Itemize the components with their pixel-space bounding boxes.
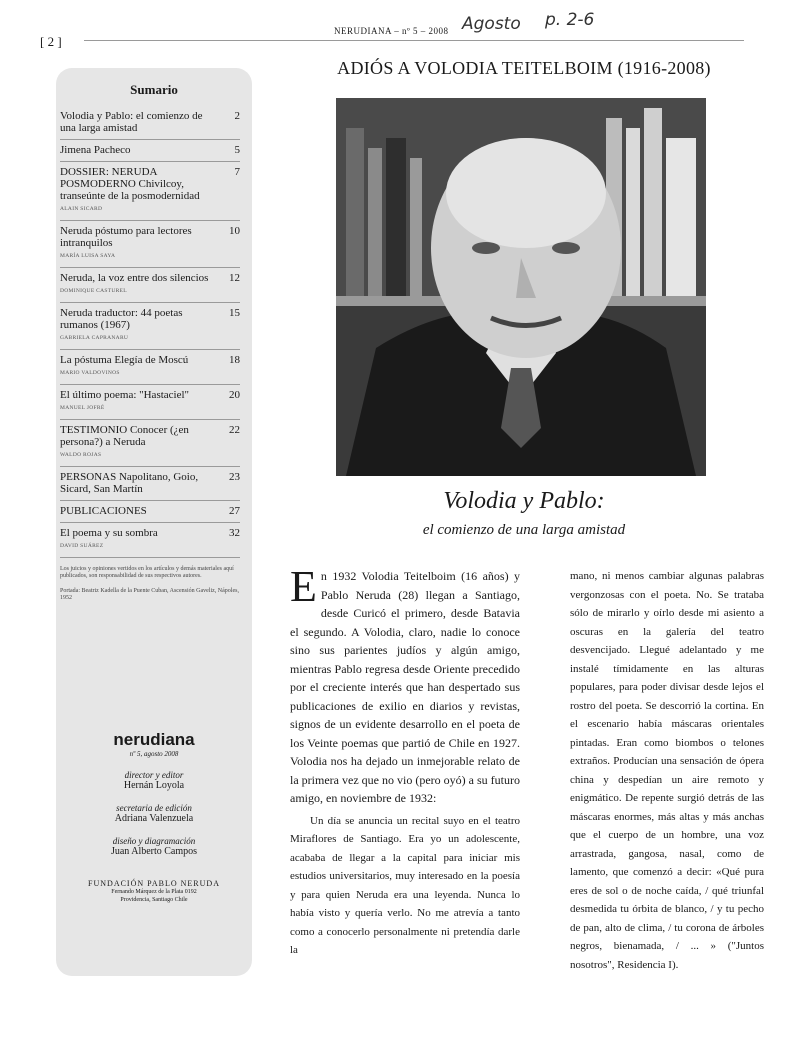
toc-entry — [60, 501, 240, 523]
foundation-city: Providencia, Santiago Chile — [120, 897, 188, 903]
toc-entry-title: Neruda, la voz entre dos silencios — [60, 272, 209, 284]
disclaimer-note: Los juicios y opiniones vertidos en los artículos y demás materiales aquí publicados, son responsabilidad de sus respectivos autores. — [60, 566, 234, 579]
drop-cap: E — [290, 562, 317, 611]
toc-entry-page: 20 — [229, 389, 240, 401]
toc-entry-page: 32 — [229, 527, 240, 539]
foundation-name: FUNDACIÓN PABLO NERUDA — [88, 879, 220, 888]
toc-entry — [60, 268, 240, 303]
article-column-1 — [290, 562, 520, 960]
toc-entry — [60, 350, 240, 385]
toc-entry-author: ALAIN SICARD — [60, 206, 103, 212]
credit-role: secretaria de edición — [116, 803, 192, 813]
toc-entry — [60, 106, 240, 140]
toc-entry-title: PERSONAS Napolitano, Goio, Sicard, San Martín — [60, 471, 199, 495]
running-head: NERUDIANA – nº 5 – 2008 — [330, 26, 453, 36]
masthead-title: nerudiana — [113, 730, 195, 749]
masthead — [56, 730, 252, 904]
toc-entry-page: 12 — [229, 272, 240, 284]
toc-entry-title: Neruda traductor: 44 poetas rumanos (1967) — [60, 307, 183, 331]
toc-entry-title: La póstuma Elegía de Moscú — [60, 354, 189, 366]
toc-entry-author: MARÍA LUISA SAYA — [60, 253, 116, 259]
toc-entry-title: PUBLICACIONES — [60, 505, 147, 517]
summary-sidebar — [56, 68, 252, 976]
toc-entry-title: El último poema: "Hastaciel" — [60, 389, 190, 401]
credit-name: Adriana Valenzuela — [114, 813, 194, 824]
credit-name: Juan Alberto Campos — [110, 846, 198, 857]
toc-entry — [60, 162, 240, 221]
article-subhead: Volodia y Pablo: — [443, 488, 605, 514]
toc-entry-page: 7 — [234, 166, 240, 178]
table-of-contents — [60, 106, 240, 602]
article-column-2 — [570, 567, 764, 974]
toc-entry-page: 22 — [229, 424, 240, 436]
credit-role: director y editor — [124, 770, 184, 780]
portrait-photo — [336, 98, 706, 476]
article-paragraph — [290, 562, 520, 808]
toc-entry-page: 5 — [234, 144, 240, 156]
toc-entry-title: Jimena Pacheco — [60, 144, 131, 156]
toc-entry-author: DAVID SUÁREZ — [60, 543, 104, 549]
article-headline: ADIÓS A VOLODIA TEITELBOIM (1916-2008) — [337, 58, 711, 78]
toc-entry-page: 18 — [229, 354, 240, 366]
toc-entry — [60, 523, 240, 558]
toc-entry — [60, 303, 240, 350]
toc-entry-page: 10 — [229, 225, 240, 237]
article-quote-paragraph: Un día se anuncia un recital suyo en el teatro Miraflores de Santiago. Era yo un adolescente, acababa de llegar a la capital para iniciar mis estudios universitarios, muy interesado en la poesía y para quien Neruda era una leyenda. Nunca lo había visto y quería verlo. No me atrevía a tanto como a conocerlo personalmente ni pretendía darle la — [290, 814, 520, 956]
toc-entry — [60, 385, 240, 420]
summary-title: Sumario — [130, 82, 178, 97]
toc-entry — [60, 467, 240, 501]
paragraph-text: n 1932 Volodia Teitelboim (16 años) y Pablo Neruda (28) llegan a Santiago, desde Curicó el primero, desde Batavia el segundo. A Volodia, claro, nadie lo conoce sino sus parientes judíos y algún amigo, mientras Pablo regresa desde Oriente precedido por el creciente interés que han despertado sus publicaciones de exilio en diarios y revistas, signos de un evidente desarrollo en el poeta de los Veinte poemas que partió de Chile en 1927. Volodia nos ha dejado un inmejorable relato de la primera vez que no vio (pero oyó) a su futuro amigo, en noviembre de 1932: — [290, 569, 520, 805]
toc-entry-page: 15 — [229, 307, 240, 319]
handwritten-note: Agosto — [462, 14, 521, 34]
header-rule — [84, 40, 744, 41]
toc-entry-title: DOSSIER: NERUDA POSMODERNO Chivilcoy, transeúnte de la posmodernidad — [60, 166, 200, 202]
toc-entry — [60, 221, 240, 268]
toc-entry — [60, 140, 240, 162]
toc-entry-author: MARIO VALDOVINOS — [60, 370, 120, 376]
article-subhead-line2: el comienzo de una larga amistad — [422, 522, 626, 538]
toc-entry — [60, 420, 240, 467]
toc-entry-title: TESTIMONIO Conocer (¿en persona?) a Neruda — [60, 424, 189, 448]
toc-entry-title: Volodia y Pablo: el comienzo de una larga amistad — [60, 110, 203, 134]
toc-entry-title: Neruda póstumo para lectores intranquilos — [60, 225, 192, 249]
cover-credit-note: Portada: Beatriz Kadella de la Puente Cuban, Ascensión Gaveliz, Nápoles, 1952 — [60, 588, 239, 601]
page-number: [ 2 ] — [40, 34, 62, 49]
credit-role: diseño y diagramación — [112, 836, 196, 846]
toc-entry-author: WALDO ROJAS — [60, 452, 102, 458]
toc-entry-title: El poema y su sombra — [60, 527, 158, 539]
issue-label: nº 5, agosto 2008 — [129, 750, 179, 758]
toc-entry-page: 2 — [234, 110, 240, 122]
article-quote-continuation: mano, ni menos cambiar algunas palabras vergonzosas con el poeta. No. Se trataba sólo de mirarlo y oírlo desde mi asiento a oscuras en la galería del teatro desvencijado. Llegué adelantado y me instalé tímidamente en las alturas populares, para poder divisar desde lejos el rostro del poeta. Se descorrió la cortina. En el escenario había máscaras orientales pintadas. Eran como biombos o telones extraños. Producían una sensación de ópera china y despedían un aire remoto y enigmático. De repente surgió detrás de las máscaras enormes, más altas y más anchas que el cuerpo de un hombre, una voz arrastrada, gangosa, nasal, como de lamento, que comenzó a decir: «Qué pura eres de sol o de noche caída, / qué triunfal desmedida tu órbita de blanco, / y tu pecho de pan, alto de clima, / tu corona de árboles negros, bienamada, / ... » ("Juntos nosotros", Residencia I). — [570, 570, 764, 971]
toc-entry-author: MANUEL JOFRÉ — [60, 405, 105, 411]
toc-entry-author: GABRIELA CAPRANARU — [60, 335, 129, 341]
handwritten-page-note: p. 2-6 — [545, 10, 595, 30]
toc-entry-author: DOMINIQUE CASTUREL — [60, 288, 127, 294]
credit-name: Hernán Loyola — [123, 780, 185, 791]
toc-entry-page: 23 — [229, 471, 240, 483]
toc-entry-page: 27 — [229, 505, 240, 517]
foundation-address: Fernando Márquez de la Plata 0192 — [111, 889, 197, 895]
